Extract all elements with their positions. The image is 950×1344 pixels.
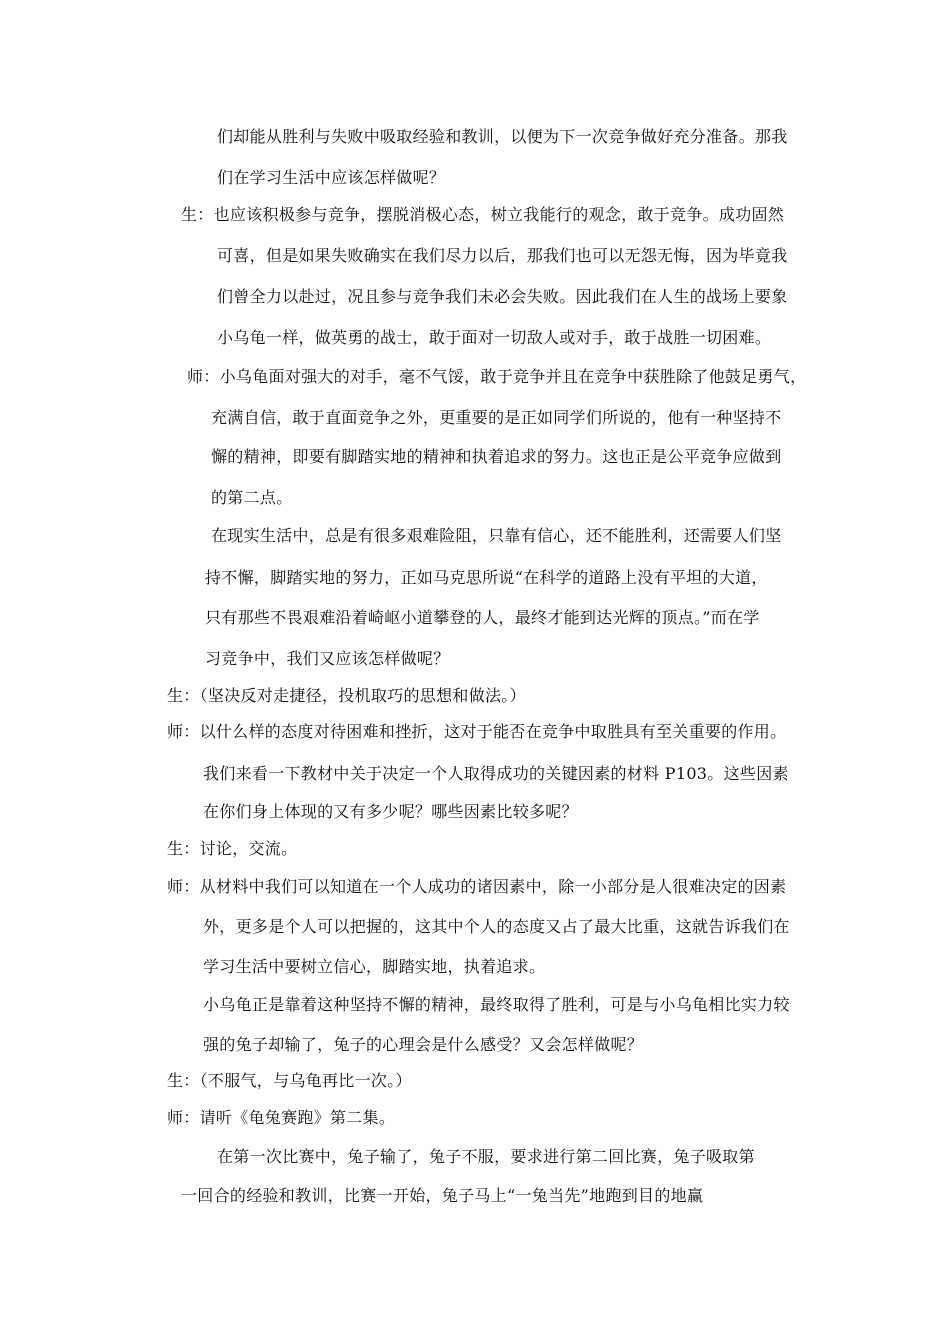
text-line: 生：讨论，交流。: [167, 839, 298, 858]
text-line: 的第二点。: [211, 488, 293, 507]
text-line: 可喜，但是如果失败确实在我们尽力以后，那我们也可以无怨无悔，因为毕竟我: [217, 246, 788, 265]
text-line: 师：请听《龟兔赛跑》第二集。: [167, 1108, 396, 1127]
text-line: 师：小乌龟面对强大的对手，毫不气馁，敢于竞争并且在竞争中获胜除了他鼓足勇气，: [187, 367, 807, 386]
text-line: 们曾全力以赴过，况且参与竞争我们未必会失败。因此我们在人生的战场上要象: [217, 287, 788, 306]
text-line: 充满自信，敢于直面竞争之外，更重要的是正如同学们所说的，他有一种坚持不: [211, 408, 782, 427]
text-line: 生：（不服气，与乌龟再比一次。）: [167, 1071, 412, 1090]
text-line: 在第一次比赛中，兔子输了，兔子不服，要求进行第二回比赛，兔子吸取第: [217, 1147, 755, 1166]
text-line: 在现实生活中，总是有很多艰难险阻，只靠有信心，还不能胜利，还需要人们坚: [211, 526, 782, 545]
text-line: 生：也应该积极参与竞争，摆脱消极心态，树立我能行的观念，敢于竞争。成功固然: [181, 205, 785, 224]
text-line: 小乌龟一样，做英勇的战士，敢于面对一切敌人或对手，敢于战胜一切困难。: [217, 328, 772, 347]
text-line: 习竞争中，我们又应该怎样做呢？: [205, 649, 450, 668]
text-line: 强的兔子却输了，兔子的心理会是什么感受？又会怎样做呢？: [203, 1035, 644, 1054]
text-line: 持不懈，脚踏实地的努力，正如马克思所说“在科学的道路上没有平坦的大道，: [205, 568, 768, 587]
text-line: 生：（坚决反对走捷径，投机取巧的思想和做法。）: [167, 686, 526, 705]
text-line: 外，更多是个人可以把握的，这其中个人的态度又占了最大比重，这就告诉我们在: [203, 917, 790, 936]
text-line: 们却能从胜利与失败中吸取经验和教训，以便为下一次竞争做好充分准备。那我: [217, 127, 788, 146]
text-line: 一回合的经验和教训，比赛一开始，兔子马上“一兔当先”地跑到目的地赢: [181, 1186, 704, 1205]
text-line: 师：以什么样的态度对待困难和挫折，这对于能否在竞争中取胜具有至关重要的作用。: [167, 722, 787, 741]
text-line: 只有那些不畏艰难沿着崎岖小道攀登的人，最终才能到达光辉的顶点。”而在学: [205, 608, 760, 627]
text-line: 师：从材料中我们可以知道在一个人成功的诸因素中，除一小部分是人很难决定的因素: [167, 877, 787, 896]
text-line: 懈的精神，即要有脚踏实地的精神和执着追求的努力。这也正是公平竞争应做到: [211, 447, 782, 466]
text-line: 我们来看一下教材中关于决定一个人取得成功的关键因素的材料 P103。这些因素: [203, 764, 789, 783]
text-line: 在你们身上体现的又有多少呢？哪些因素比较多呢？: [203, 802, 578, 821]
text-line: 小乌龟正是靠着这种坚持不懈的精神，最终取得了胜利，可是与小乌龟相比实力较: [203, 995, 790, 1014]
text-line: 学习生活中要树立信心，脚踏实地，执着追求。: [203, 957, 546, 976]
text-line: 们在学习生活中应该怎样做呢？: [217, 168, 446, 187]
